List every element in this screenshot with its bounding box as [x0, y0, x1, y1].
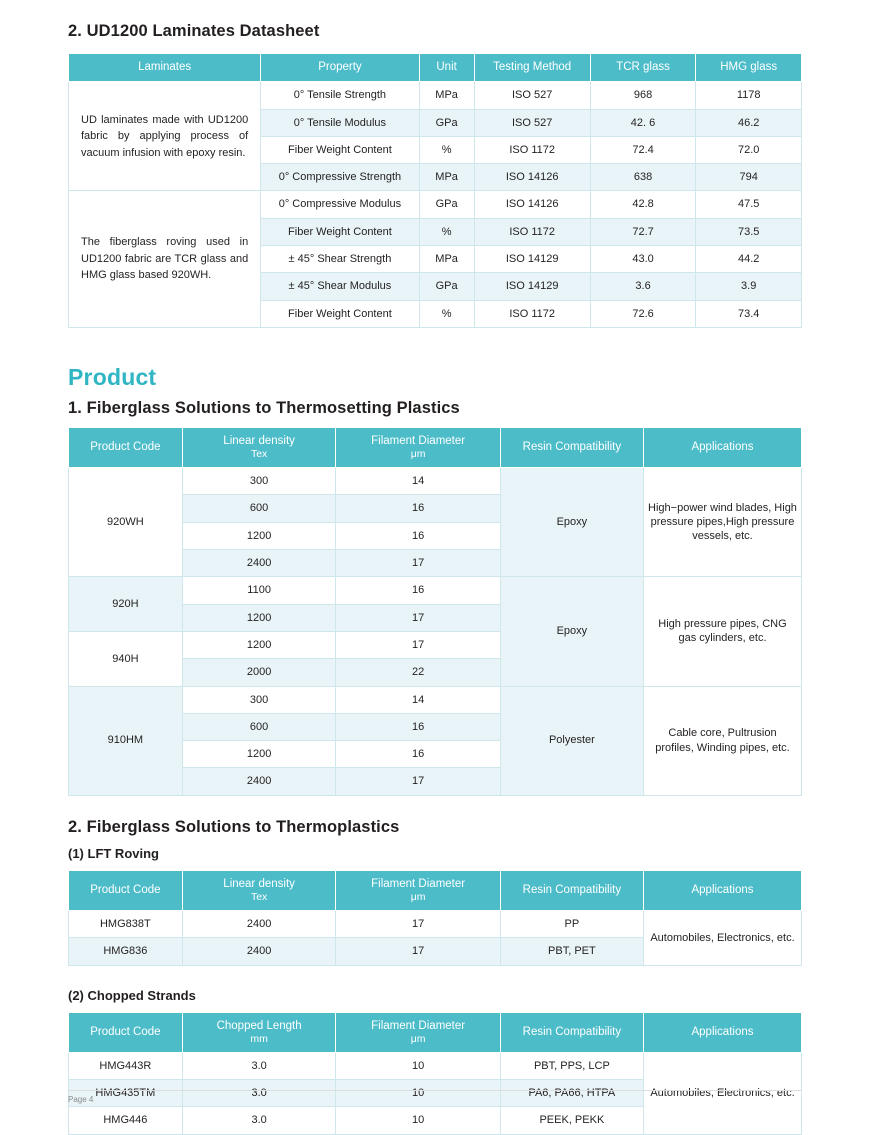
- unit-cell: MPa: [419, 246, 474, 273]
- resin-cell: Polyester: [500, 686, 643, 795]
- column-header-applications: Applications: [643, 427, 801, 467]
- hmg-value-cell: 3.9: [696, 273, 802, 300]
- column-header-filament-diameter: [336, 427, 500, 467]
- diameter-cell: 16: [336, 741, 500, 768]
- unit-cell: %: [419, 300, 474, 327]
- applications-cell: High pressure pipes, CNG gas cylinders, etc.: [643, 577, 801, 686]
- diameter-cell: 16: [336, 495, 500, 522]
- column-header-tcr-glass: TCR glass: [590, 54, 696, 82]
- resin-cell: PA6, PA66, HTPA: [500, 1080, 643, 1107]
- length-cell: 3.0: [182, 1052, 336, 1079]
- tcr-value-cell: 72.4: [590, 136, 696, 163]
- tcr-value-cell: 42.8: [590, 191, 696, 218]
- tcr-value-cell: 43.0: [590, 246, 696, 273]
- thermoplastic-heading: 2. Fiberglass Solutions to Thermoplastics: [68, 817, 400, 836]
- method-cell: ISO 1172: [474, 136, 590, 163]
- hmg-value-cell: 794: [696, 164, 802, 191]
- unit-cell: GPa: [419, 273, 474, 300]
- header-unit-label: μm: [410, 890, 426, 903]
- diameter-cell: 14: [336, 686, 500, 713]
- thermoset-table: [68, 427, 802, 796]
- column-header-unit: Unit: [419, 54, 474, 82]
- resin-cell: PBT, PPS, LCP: [500, 1052, 643, 1079]
- column-header-property: Property: [261, 54, 419, 82]
- unit-cell: %: [419, 136, 474, 163]
- hmg-value-cell: 1178: [696, 82, 802, 109]
- method-cell: ISO 14129: [474, 246, 590, 273]
- method-cell: ISO 1172: [474, 218, 590, 245]
- product-section-title: Product: [68, 363, 157, 390]
- length-cell: 3.0: [182, 1107, 336, 1134]
- tex-cell: 300: [182, 686, 336, 713]
- tex-cell: 2000: [182, 659, 336, 686]
- diameter-cell: 16: [336, 577, 500, 604]
- column-header-laminates: Laminates: [69, 54, 261, 82]
- product-code-cell: 920H: [69, 577, 183, 632]
- tcr-value-cell: 968: [590, 82, 696, 109]
- header-main-label: Filament Diameter: [371, 434, 466, 447]
- datasheet-table: [68, 53, 802, 328]
- tex-cell: 2400: [182, 550, 336, 577]
- tcr-value-cell: 3.6: [590, 273, 696, 300]
- hmg-value-cell: 73.5: [696, 218, 802, 245]
- column-header-resin-compatibility: Resin Compatibility: [500, 870, 643, 910]
- column-header-resin-compatibility: Resin Compatibility: [500, 427, 643, 467]
- unit-cell: GPa: [419, 191, 474, 218]
- method-cell: ISO 14129: [474, 273, 590, 300]
- datasheet-heading: 2. UD1200 Laminates Datasheet: [68, 22, 320, 40]
- table-row: [69, 191, 802, 218]
- product-code-cell: HMG446: [69, 1107, 183, 1134]
- diameter-cell: 17: [336, 911, 500, 938]
- method-cell: ISO 14126: [474, 191, 590, 218]
- header-main-label: Filament Diameter: [371, 877, 466, 890]
- thermoset-heading: 1. Fiberglass Solutions to Thermosetting Plastics: [68, 398, 460, 417]
- column-header-filament-diameter: [336, 870, 500, 910]
- applications-cell: Automobiles, Electronics, etc.: [643, 1052, 801, 1134]
- page-footer: [68, 1090, 802, 1104]
- method-cell: ISO 1172: [474, 300, 590, 327]
- header-unit-label: μm: [410, 1032, 426, 1045]
- tex-cell: 1100: [182, 577, 336, 604]
- column-header-filament-diameter: [336, 1012, 500, 1052]
- diameter-cell: 22: [336, 659, 500, 686]
- tex-cell: 2400: [182, 768, 336, 795]
- diameter-cell: 17: [336, 938, 500, 965]
- resin-cell: Epoxy: [500, 577, 643, 686]
- hmg-value-cell: 44.2: [696, 246, 802, 273]
- property-cell: Fiber Weight Content: [261, 218, 419, 245]
- tcr-value-cell: 72.7: [590, 218, 696, 245]
- diameter-cell: 17: [336, 631, 500, 658]
- diameter-cell: 16: [336, 713, 500, 740]
- table-header-row: [69, 54, 802, 82]
- tex-cell: 2400: [182, 938, 336, 965]
- length-cell: 3.0: [182, 1080, 336, 1107]
- header-main-label: Linear density: [223, 877, 295, 890]
- lft-roving-table: [68, 870, 802, 966]
- column-header-testing-method: Testing Method: [474, 54, 590, 82]
- unit-cell: %: [419, 218, 474, 245]
- page-number: Page 4: [68, 1095, 94, 1104]
- unit-cell: MPa: [419, 164, 474, 191]
- unit-cell: MPa: [419, 82, 474, 109]
- resin-cell: Epoxy: [500, 468, 643, 577]
- diameter-cell: 17: [336, 768, 500, 795]
- header-unit-label: μm: [410, 448, 426, 461]
- column-header-linear-density: [182, 427, 336, 467]
- diameter-cell: 16: [336, 522, 500, 549]
- hmg-value-cell: 72.0: [696, 136, 802, 163]
- table-header-row: [69, 870, 802, 910]
- table-row: [69, 82, 802, 109]
- header-main-label: Chopped Length: [216, 1019, 302, 1032]
- product-code-cell: 940H: [69, 631, 183, 686]
- tex-cell: 600: [182, 713, 336, 740]
- header-unit-label: Tex: [250, 890, 268, 903]
- column-header-product-code: Product Code: [69, 870, 183, 910]
- column-header-applications: Applications: [643, 1012, 801, 1052]
- table-row: [69, 1052, 802, 1079]
- applications-cell: Automobiles, Electronics, etc.: [643, 911, 801, 966]
- property-cell: 0° Tensile Modulus: [261, 109, 419, 136]
- column-header-resin-compatibility: Resin Compatibility: [500, 1012, 643, 1052]
- column-header-chopped-length: [182, 1012, 336, 1052]
- lft-roving-heading: (1) LFT Roving: [68, 845, 159, 861]
- tex-cell: 300: [182, 468, 336, 495]
- tex-cell: 1200: [182, 522, 336, 549]
- laminates-description-1: UD laminates made with UD1200 fabric by applying process of vacuum infusion with epoxy resin.: [69, 82, 261, 191]
- laminates-description-2: The fiberglass roving used in UD1200 fabric are TCR glass and HMG glass based 920WH.: [69, 191, 261, 327]
- header-unit-label: mm: [250, 1032, 268, 1045]
- hmg-value-cell: 46.2: [696, 109, 802, 136]
- method-cell: ISO 14126: [474, 164, 590, 191]
- property-cell: Fiber Weight Content: [261, 300, 419, 327]
- hmg-value-cell: 47.5: [696, 191, 802, 218]
- product-code-cell: 920WH: [69, 468, 183, 577]
- unit-cell: GPa: [419, 109, 474, 136]
- property-cell: 0° Tensile Strength: [261, 82, 419, 109]
- hmg-value-cell: 73.4: [696, 300, 802, 327]
- tcr-value-cell: 638: [590, 164, 696, 191]
- product-code-cell: HMG836: [69, 938, 183, 965]
- column-header-product-code: Product Code: [69, 1012, 183, 1052]
- method-cell: ISO 527: [474, 82, 590, 109]
- tcr-value-cell: 42. 6: [590, 109, 696, 136]
- property-cell: 0° Compressive Strength: [261, 164, 419, 191]
- product-code-cell: HMG838T: [69, 911, 183, 938]
- diameter-cell: 10: [336, 1080, 500, 1107]
- diameter-cell: 10: [336, 1107, 500, 1134]
- table-row: [69, 468, 802, 495]
- tex-cell: 1200: [182, 741, 336, 768]
- product-code-cell: HMG435TM: [69, 1080, 183, 1107]
- resin-cell: PEEK, PEKK: [500, 1107, 643, 1134]
- column-header-hmg-glass: HMG glass: [696, 54, 802, 82]
- table-row: [69, 911, 802, 938]
- chopped-strands-table: [68, 1012, 802, 1135]
- property-cell: Fiber Weight Content: [261, 136, 419, 163]
- column-header-linear-density: [182, 870, 336, 910]
- table-row: [69, 686, 802, 713]
- table-row: [69, 577, 802, 604]
- property-cell: 0° Compressive Modulus: [261, 191, 419, 218]
- table-header-row: [69, 1012, 802, 1052]
- column-header-applications: Applications: [643, 870, 801, 910]
- applications-cell: High−power wind blades, High pressure pipes,High pressure vessels, etc.: [643, 468, 801, 577]
- property-cell: ± 45° Shear Modulus: [261, 273, 419, 300]
- header-unit-label: Tex: [250, 448, 268, 461]
- diameter-cell: 10: [336, 1052, 500, 1079]
- column-header-product-code: Product Code: [69, 427, 183, 467]
- tex-cell: 2400: [182, 911, 336, 938]
- tex-cell: 600: [182, 495, 336, 522]
- applications-cell: Cable core, Pultrusion profiles, Winding pipes, etc.: [643, 686, 801, 795]
- product-code-cell: HMG443R: [69, 1052, 183, 1079]
- table-header-row: [69, 427, 802, 467]
- chopped-strands-heading: (2) Chopped Strands: [68, 987, 196, 1003]
- header-main-label: Filament Diameter: [371, 1019, 466, 1032]
- resin-cell: PBT, PET: [500, 938, 643, 965]
- tex-cell: 1200: [182, 604, 336, 631]
- diameter-cell: 14: [336, 468, 500, 495]
- diameter-cell: 17: [336, 604, 500, 631]
- resin-cell: PP: [500, 911, 643, 938]
- tcr-value-cell: 72.6: [590, 300, 696, 327]
- header-main-label: Linear density: [223, 434, 295, 447]
- diameter-cell: 17: [336, 550, 500, 577]
- method-cell: ISO 527: [474, 109, 590, 136]
- tex-cell: 1200: [182, 631, 336, 658]
- property-cell: ± 45° Shear Strength: [261, 246, 419, 273]
- product-code-cell: 910HM: [69, 686, 183, 795]
